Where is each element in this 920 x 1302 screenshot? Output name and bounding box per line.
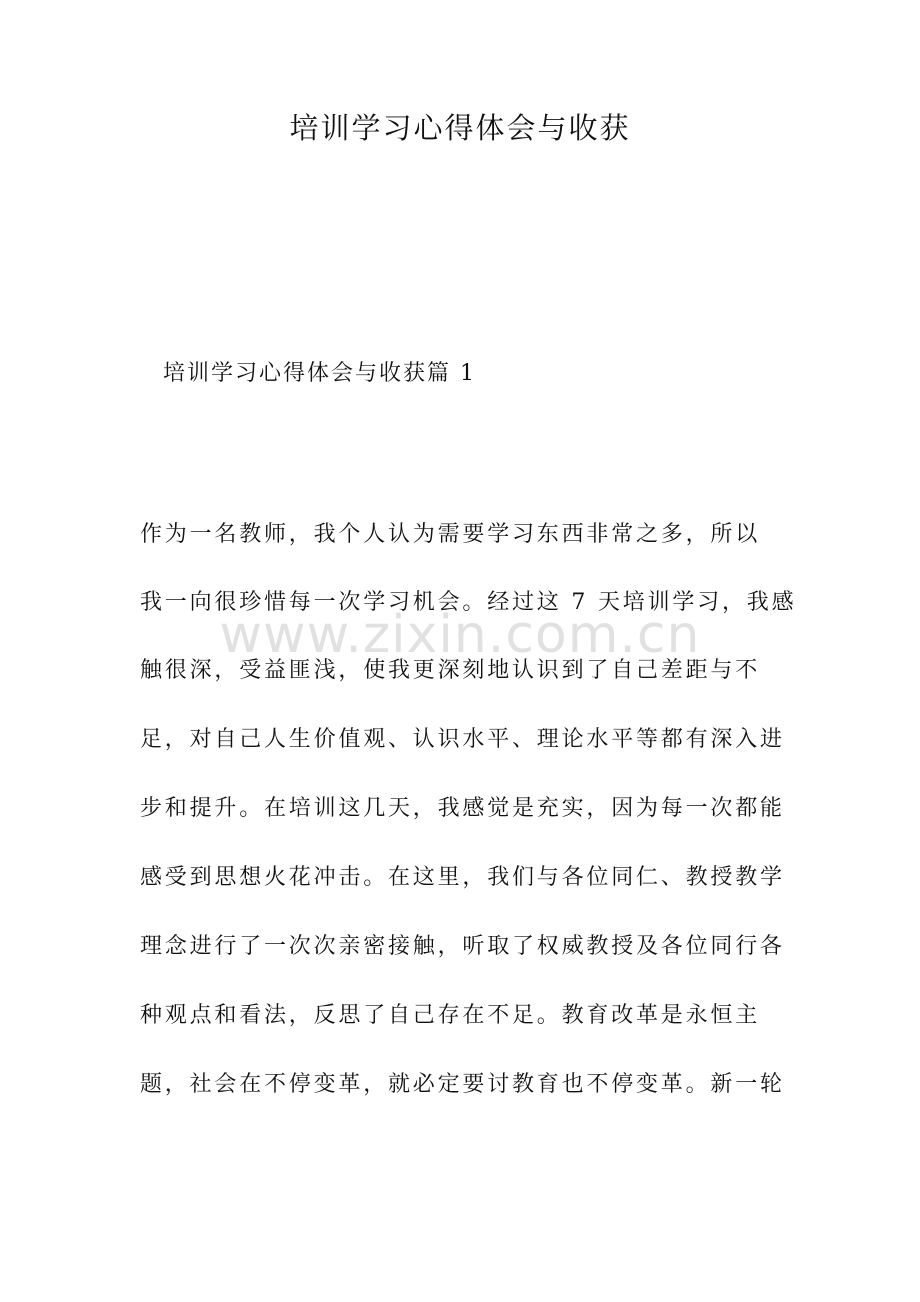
- body-line: 作为一名教师，我个人认为需要学习东西非常之多，所以: [140, 522, 761, 547]
- body-line: 理念进行了一次次亲密接触，听取了权威教授及各位同行各: [140, 934, 785, 959]
- watermark: www.zixin.com.cn: [219, 605, 701, 665]
- body-line: 我一向很珍惜每一次学习机会。经过这 7 天培训学习，我感: [140, 590, 797, 615]
- body-line: 感受到思想火花冲击。在这里，我们与各位同仁、教授教学: [140, 865, 785, 890]
- body-line: 种观点和看法，反思了自己存在不足。教育改革是永恒主: [140, 1003, 761, 1028]
- body-line: 题，社会在不停变革，就必定要讨教育也不停变革。新一轮: [140, 1072, 785, 1097]
- body-line: 足，对自己人生价值观、认识水平、理论水平等都有深入进: [140, 727, 785, 752]
- document-title: 培训学习心得体会与收获: [289, 111, 631, 145]
- body-line: 触很深，受益匪浅，使我更深刻地认识到了自己差距与不: [140, 658, 761, 683]
- body-line: 步和提升。在培训这几天，我感觉是充实，因为每一次都能: [140, 796, 785, 821]
- section-heading: 培训学习心得体会与收获篇 1: [163, 361, 476, 386]
